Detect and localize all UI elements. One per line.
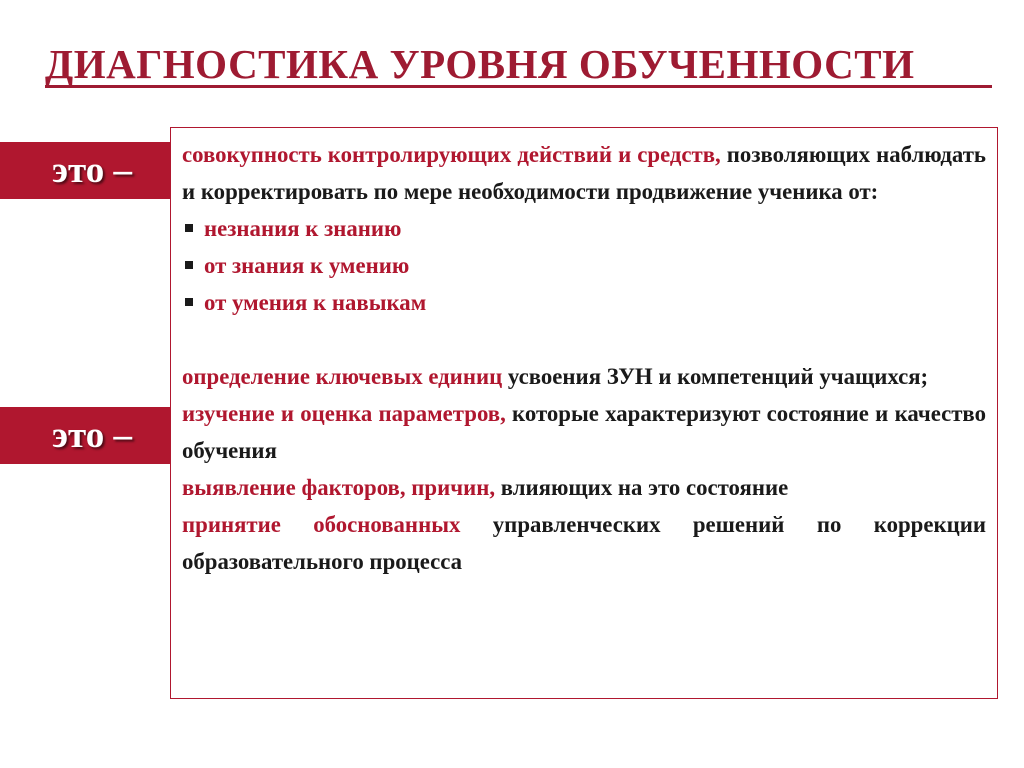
square-bullet-icon [185, 224, 193, 232]
square-bullet-icon [185, 298, 193, 306]
bullet-item-text: незнания к знанию [204, 216, 402, 241]
bullet-item [182, 210, 986, 247]
square-bullet-icon [185, 261, 193, 269]
definition-2-item-rest: которые характеризуют состояние и качество обучения [182, 401, 986, 463]
bullet-item [182, 284, 986, 321]
definition-2-item [182, 395, 986, 469]
definition-2-item-lead: изучение и оценка параметров, [182, 401, 506, 426]
definition-2-item [182, 506, 986, 580]
progress-bullet-list [182, 210, 986, 321]
definition-label-2 [0, 407, 170, 464]
slide-title: ДИАГНОСТИКА УРОВНЯ ОБУЧЕННОСТИ [45, 41, 915, 87]
definition-2-item-rest: усвоения ЗУН и компетенций учащихся; [502, 364, 929, 389]
definition-label-1 [0, 142, 170, 199]
definition-label-2-text: это – [52, 415, 132, 456]
definition-2-item-rest: управленческих решений по коррекции образовательного процесса [182, 512, 986, 574]
bullet-item-text: от умения к навыкам [204, 290, 427, 315]
definition-2-item [182, 469, 986, 506]
definition-2-item-rest: влияющих на это состояние [495, 475, 789, 500]
definition-1-rest: позволяющих наблюдать и корректировать по мере необходимости продвижение ученика от: [182, 142, 986, 204]
definition-label-1-text: это – [52, 150, 132, 191]
definition-2-item-lead: принятие обоснованных [182, 512, 461, 537]
definition-2-item-lead: выявление факторов, причин, [182, 475, 496, 500]
bullet-item [182, 247, 986, 284]
bullet-item-text: от знания к умению [204, 253, 410, 278]
definition-2-item-lead: определение ключевых единиц [182, 364, 503, 389]
definition-2-item [182, 358, 986, 395]
definition-content-box [170, 127, 998, 699]
definition-1-lead: совокупность контролирующих действий и средств, [182, 142, 721, 167]
block-spacer [182, 321, 986, 358]
definition-1-paragraph [182, 136, 986, 210]
title-underline [45, 85, 992, 88]
